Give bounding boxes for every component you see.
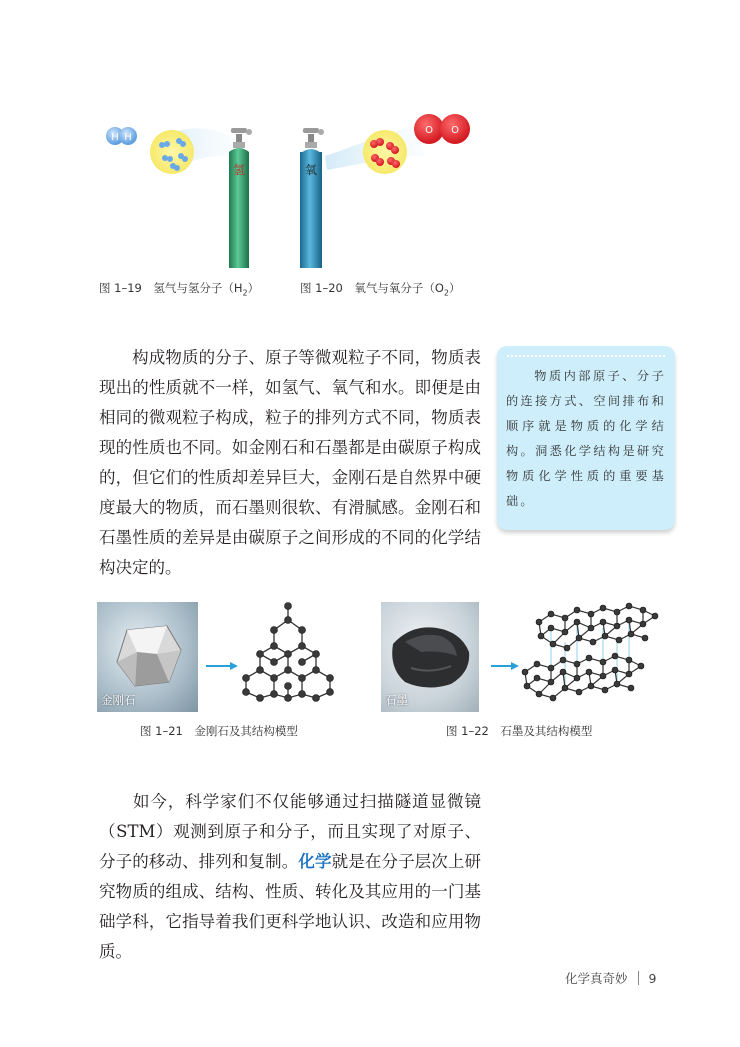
hydrogen-molecule-model [106, 127, 137, 145]
diamond-structure-model [200, 598, 350, 708]
oxygen-cylinder-label: 氧 [304, 163, 318, 177]
chemistry-term: 化学 [298, 852, 332, 871]
graphite-photo [381, 602, 479, 712]
graphite-photo-label: 石墨 [385, 693, 408, 707]
key-concept-text: 物质内部原子、分子的连接方式、空间排布和顺序就是物质的化学结构。洞悉化学结构是研究物质化学性质的重要基础。 [506, 369, 666, 508]
oxygen-cylinder [300, 128, 324, 268]
o2-molecules-bubble [363, 130, 407, 174]
section-title: 化学真奇妙 [565, 971, 628, 986]
page-footer [565, 969, 656, 987]
graphite-structure-model [481, 598, 667, 708]
diamond-arrow-head [230, 662, 238, 670]
key-concept-box [497, 346, 675, 530]
oxygen-atom-label: O [451, 125, 459, 136]
hydrogen-cylinder-label: 氢 [232, 163, 246, 177]
hydrogen-atom-label: H [124, 132, 132, 143]
body-paragraph-2: 如今，科学家们不仅能够通过扫描隧道显微镜（STM）观测到原子和分子，而且实现了对原子、分子的移动、排列和复制。化学就是在分子层次上研究物质的组成、结构、性质、转化及其应用的一门基础学科，它指导着我们更科学地认识、改造和应用物质。 [99, 792, 482, 961]
figure-caption-1-19: 图 1–19 氢气与氢分子$(H_2)$ [99, 281, 260, 298]
figure-caption-1-21: 图 1–21 金刚石及其结构模型 [140, 724, 298, 738]
figure-caption-1-22: 图 1–22 石墨及其结构模型 [446, 724, 593, 738]
body-paragraph-1: 构成物质的分子、原子等微观粒子不同，物质表现出的性质就不一样，如氢气、氧气和水。即便是由相同的微观粒子构成，粒子的排列方式不同，物质表现的性质也不同。如金刚石和石墨都是由碳原子构成的，但它们的性质却差异巨大，金刚石是自然界中硬度最大的物质，而石墨则很软、有滑腻感。金刚石和石墨性质的差异是由碳原子之间形成的不同的化学结构决定的。 [99, 348, 481, 577]
oxygen-molecule-model [414, 114, 470, 144]
diamond-photo [97, 602, 198, 712]
box-dotted-divider [507, 355, 665, 357]
graphite-arrow-head [511, 662, 519, 670]
page-number: 9 [648, 971, 657, 986]
footer-divider [638, 971, 639, 985]
gas-cylinders-illustration [95, 108, 515, 276]
oxygen-atom-label: O [425, 125, 433, 136]
diamond-photo-label: 金刚石 [101, 693, 136, 707]
hydrogen-atom-label: H [111, 132, 119, 143]
figure-caption-1-20: 图 1–20 氧气与氧分子$(O_2)$ [300, 281, 461, 298]
